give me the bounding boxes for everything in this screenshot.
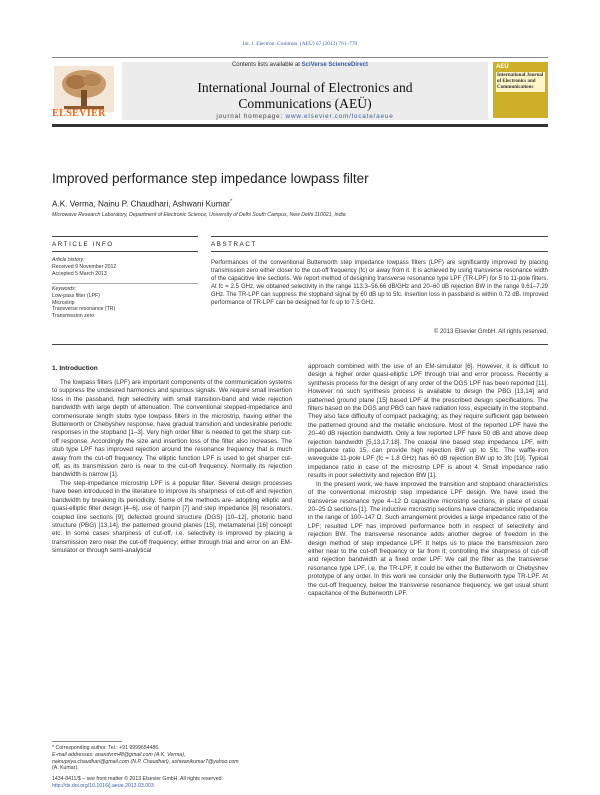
body-paragraph: The step-impedance microstrip LPF is a popular filter. Several design processes have been introduced in the literature to improve its sharpness of cut-off and rejection bandwidth by breaking its periodicity. Some of the methods are- adopting elliptic and quasi-elliptic filter design [4–6], use of hairpin [7] and step impedance [8] resonators, coupled line sections [9], defected ground structure (DGS) [10–12], photonic band structure (PBG) [13,14], the patterned ground planes [15], metamaterial [16] concept etc. In some cases sharpness of cut-off, i.e. selectivity is improved by placing a transmission zero near the cut-off frequency; either through trial and error on an EM-simulator or through semi-analytical bbox=[52, 479, 292, 555]
corresponding-author-mark[interactable]: * bbox=[229, 198, 233, 205]
issn-line: 1434-8411/$ – see front matter © 2013 Elsevier GmbH. All rights reserved. bbox=[52, 776, 223, 782]
footnote-emails[interactable]: nainupriya.chaudhari@gmail.com (N.P. Chaudhari), ashwanikumar7@yahoo.com bbox=[52, 758, 239, 765]
sciencedirect-link[interactable]: SciVerse ScienceDirect bbox=[301, 62, 369, 68]
abstract-copyright: © 2013 Elsevier GmbH. All rights reserved. bbox=[433, 329, 548, 335]
section-heading-introduction: 1. Introduction bbox=[52, 365, 98, 372]
doi-link-text[interactable]: http://dx.doi.org/10.1016/j.aeue.2013.03.003 bbox=[52, 782, 154, 789]
contents-prefix: Contents lists available at bbox=[231, 62, 300, 68]
journal-cover-image bbox=[493, 62, 548, 118]
article-info-heading: ARTICLE INFO bbox=[52, 241, 114, 248]
journal-title bbox=[122, 80, 488, 112]
homepage-link[interactable]: www.elsevier.com/locate/aeue bbox=[285, 113, 394, 120]
body-paragraph: In the present work, we have improved the transition and stopband characteristics of the conventional microstrip step impedance LPF design. We have used the transverse resonance type 4–12 Ω capacitive microstrip sections, in place of usual 20–25 Ω sections [1]. The inductive microstrip sections have characteristic impedance in the range of 100–147 Ω. Such arrangement provides a large impedance ratio of the LPF; resulted LPF has improved performance both in respect of selectivity and rejection BW. The transverse resonance adds another degree of freedom in the design method of step impedance LPF. It helps us to place the transmission zero either near to the cut-off frequency or far from it; controlling the sharpness of cut-off and rejection bandwidth at a fixed order LPF. We call the filter as the transverse resonance type LPF, i.e. the TR-LPF. It could be either the Butterworth or Chebyshev prototype of any order. In this work we consider only the Butterworth type TR-LPF. At the cut-off frequency, below the transverse resonance frequency, we get usual shunt capacitance of the Butterworth LPF. bbox=[308, 480, 548, 597]
homepage-label: journal homepage: bbox=[216, 113, 283, 120]
keywords-label: Keywords: bbox=[52, 286, 77, 292]
journal-citation[interactable]: Int. J. Electron. Commun. (AEÜ) 67 (2013) 761–770 bbox=[242, 41, 358, 47]
history-label: Article history: bbox=[52, 257, 85, 263]
body-paragraph: The lowpass filters (LPF) are important components of the communication systems to suppress the undesired harmonics and spurious signals. We require small insertion loss in the passband, high selectivity with small transition-band and wide rejection bandwidth with large depth of attenuation. The conventional stepped-impedance and commensurate length stubs type lowpass filters in the microstrip, having either the Butterworth or Chebyshev response, have gradual transition and undesirable periodic responses in the stopband [1–3]. Very high order filter is needed to get the sharp cut-off response. Accordingly the size and insertion loss of the filter also increases. The stub type LPF has improved rejection around the resonance frequency that is much away from the cut-off frequency. The elliptic function LPF is used to get sharper cut-off, as its transmission zero is near to the cut-off frequency. Normally its rejection bandwidth is narrow [1]. bbox=[52, 379, 292, 479]
divider bbox=[52, 283, 198, 284]
journal-homepage bbox=[122, 113, 488, 120]
abstract-text: Performances of the conventional Butterworth step impedance lowpass filters (LPF) are significantly improved by placing transmission zero either closer to the cut-off frequency (fc) or away from it. It is achieved by using transverse resonance width of the capacitive line sections. We report method of designing transverse resonance type LPF (TR-LPF) for 5 to 11-pole filters. At fc = 2.5 GHz, we obtained selectivity in the range 113.3–56.66 dB/GHz and 20–60 dB rejection BW in the range 9.61–7.29 GHz. The TR-LPF can suppress the stopband signal by 60 dB up to 5fc. Insertion loss in passband is within 0.72 dB. Improved performance of TR-LPF can be designed for fc up to 7.5 GHz. bbox=[211, 260, 548, 306]
keyword: Transverse resonance (TR) bbox=[52, 306, 116, 313]
divider bbox=[211, 251, 548, 252]
publisher-wordmark: ELSEVIER bbox=[52, 108, 106, 119]
divider bbox=[211, 236, 548, 237]
footnote-corresponding: * Corresponding author. Tel.: +91 9999654486. bbox=[52, 745, 160, 751]
keyword: Low-pass filter (LPF) bbox=[52, 292, 100, 299]
article-title: Improved performance step impedance lowpass filter bbox=[52, 171, 369, 186]
journal-masthead bbox=[52, 57, 548, 127]
keyword: Transmission zero bbox=[52, 313, 95, 320]
article-history bbox=[52, 257, 198, 277]
contents-line bbox=[52, 62, 548, 68]
body-column-left bbox=[52, 379, 292, 736]
body-column-right bbox=[308, 363, 548, 740]
keyword: Microstrip bbox=[52, 299, 75, 306]
body-paragraph: approach combined with the use of an EM-simulator [6]. However, it is difficult to design a higher order quasi-elliptic LPF through trial and error process. Recently a synthesis process for the design of any order of the DGS LPF has been reported [11]. However no such synthesis process is available to design the PBG [13,14] and patterned ground plane [15] based LPF at the prescribed design specifications. The filters based on the DGS and PBG can have radiation loss, especially in the stopband. They also face difficulty of compact packaging; as they require sufficient gap between the patterned ground and the metallic enclosure. Most of the reported LPF have the 20–40 dB rejection bandwidth. Only a few reported LPF have 50 dB and above deep rejection bandwidth [5,13,17,18]. The coaxial line based step impedance LPF, with impedance ratio 15, can provide high rejection BW up to 5fc. The waffle-iron waveguide 11-pole LPF (fc = 1.8 GHz) has 60 dB rejection BW up to 3fc [19]. Typical impedance ratio in case of the microstrip LPF is about 4. Small impedance ratio results in poor selectivity and rejection BW [1]. bbox=[308, 363, 548, 480]
authors: A.K. Verma, Nainu P. Chaudhari, Ashwani Kumar bbox=[52, 199, 230, 209]
elsevier-tree-logo-icon bbox=[54, 66, 114, 112]
divider bbox=[52, 344, 548, 345]
cover-tag: AEÜ bbox=[496, 64, 509, 70]
footnote bbox=[52, 745, 292, 772]
divider bbox=[52, 251, 198, 252]
footnote-emails[interactable]: E-mail addresses: anandvrm48@gmail.com (A.K. Verma), bbox=[52, 751, 186, 758]
cover-title: International Journal of Electronics and Communications bbox=[497, 73, 544, 90]
doi-link[interactable] bbox=[52, 783, 352, 790]
received-date: Received 9 November 2012 bbox=[52, 263, 117, 270]
journal-title-line2: Communications (AEÜ) bbox=[238, 96, 372, 111]
affiliation: Microwave Research Laboratory, Department of Electronic Science, University of Delhi South Campus, New Delhi 110021, India bbox=[52, 212, 346, 218]
divider bbox=[52, 236, 198, 237]
journal-title-line1: International Journal of Electronics and bbox=[197, 80, 413, 95]
author-list bbox=[52, 198, 232, 209]
footnote-rule bbox=[52, 741, 122, 742]
footnote-emails: (A. Kumar). bbox=[52, 765, 79, 772]
abstract-heading: ABSTRACT bbox=[211, 241, 257, 248]
accepted-date: Accepted 5 March 2013 bbox=[52, 270, 107, 277]
keywords-block bbox=[52, 286, 198, 320]
page-footer bbox=[52, 776, 352, 789]
